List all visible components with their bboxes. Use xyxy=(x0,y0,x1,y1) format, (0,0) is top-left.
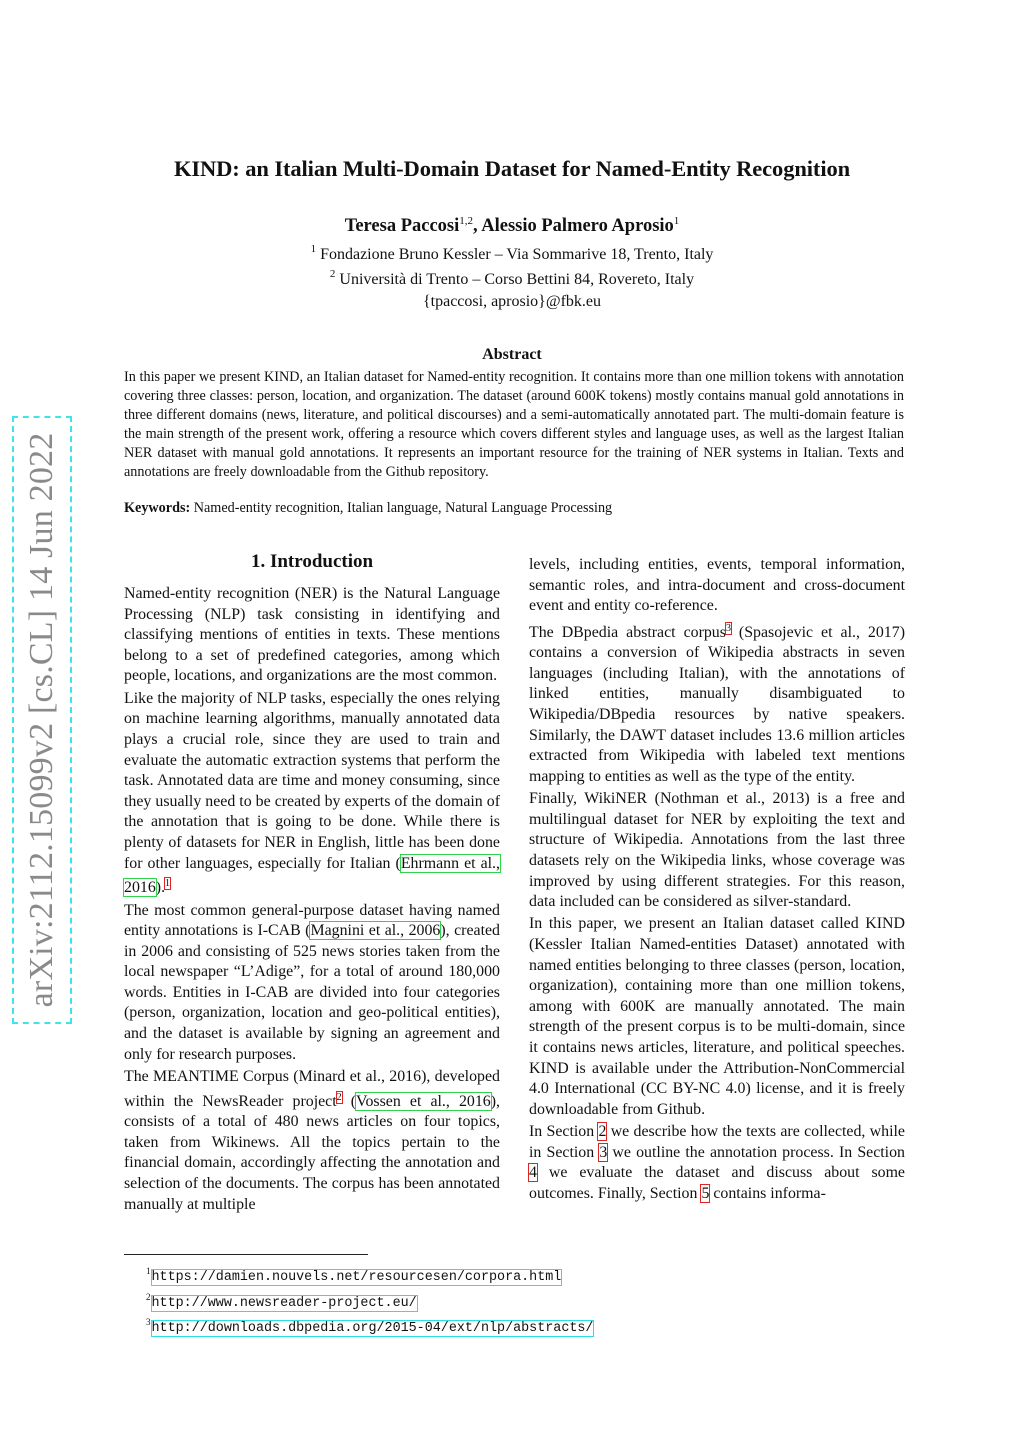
citation-ehrmann-2016[interactable]: Ehrmann et al., 2016 xyxy=(124,854,500,897)
author-emails: {tpaccosi, aprosio}@fbk.eu xyxy=(422,293,602,310)
arxiv-stamp[interactable] xyxy=(14,418,70,1022)
intro-paragraph-3-end: ), created in 2006 and consisting of 525 news stories taken from the local newspaper “L’Adige”, for a total of around 180,000 words. Entities in I-CAB are divided into four categories (person, organization, location and geo-political entities), and the dataset is available by signing an agreement and only for research purposes. xyxy=(124,922,500,1063)
intro-paragraph-4-mid: ( xyxy=(341,1092,357,1110)
paragraph-9-text-c: we outline the annotation process. In Section xyxy=(607,1143,905,1161)
intro-paragraph-3-text: The most common general-purpose dataset having named entity annotations is I-CAB ( xyxy=(124,901,500,940)
footnote-3 xyxy=(146,1313,593,1339)
affiliation-2-text: Università di Trento – Corso Bettini 84, Rovereto, Italy xyxy=(335,271,695,288)
footnote-3-num: 3 xyxy=(146,1317,151,1327)
section-ref-4[interactable]: 4 xyxy=(529,1164,537,1182)
footnote-1 xyxy=(146,1262,593,1288)
paper-title: KIND: an Italian Multi-Domain Dataset for Named-Entity Recognition xyxy=(173,156,851,181)
intro-paragraph-2-end: ). xyxy=(155,879,166,897)
author-1-affil: 1,2 xyxy=(459,215,474,227)
keywords-text: Named-entity recognition, Italian language, Natural Language Processing xyxy=(190,500,613,516)
section-ref-5[interactable]: 5 xyxy=(701,1185,710,1202)
footnote-2-num: 2 xyxy=(146,1291,151,1302)
footnotes xyxy=(146,1262,593,1339)
footnote-ref-3[interactable]: 3 xyxy=(725,622,731,634)
intro-paragraph-7: Finally, WikiNER (Nothman et al., 2013) is a free and multilingual dataset for NER by exploiting the text and structure of Wikipedia. Annotations from the last three datasets rely on the Wikipedia links, whose coverage was improved by using different strategies. For this reason, data included can be considered as silver-standard. xyxy=(529,790,905,911)
affiliation-2-num: 2 xyxy=(329,268,336,280)
author-2-affil: 1 xyxy=(673,215,680,227)
intro-paragraph-2 xyxy=(124,689,500,899)
keywords-label: Keywords: xyxy=(124,500,191,516)
footnote-3-link[interactable]: http://downloads.dbpedia.org/2015-04/ext/nlp/abstracts/ xyxy=(151,1321,594,1336)
author-line xyxy=(0,215,1024,237)
left-column xyxy=(124,584,500,1217)
intro-paragraph-4 xyxy=(124,1067,500,1215)
footnote-1-link[interactable]: https://damien.nouvels.net/resourcesen/corpora.html xyxy=(151,1270,562,1285)
paragraph-9-text-e: contains informa- xyxy=(709,1185,826,1202)
intro-paragraph-6-end: (Spasojevic et al., 2017) contains a conversion of Wikipedia abstracts in seven languages (including Italian), with the annotations of linked entities, manually disambiguated to Wikipedia/DBpedia resources by native speakers. Similarly, the DAWT dataset includes 13.6 million articles extracted from Wikipedia with labeled text mentions mapping to entities as well as the type of the entity. xyxy=(529,623,905,785)
footnote-divider xyxy=(124,1254,368,1255)
author-separator: , xyxy=(473,216,482,236)
paragraph-9-text-d: we evaluate the dataset and discuss about some outcomes. Finally, Section xyxy=(529,1164,905,1202)
intro-paragraph-3 xyxy=(124,901,500,1066)
author-1: Teresa Paccosi xyxy=(344,216,460,236)
intro-paragraph-1: Named-entity recognition (NER) is the Natural Language Processing (NLP) task consisting in identifying and classifying mentions of entities in texts. These mentions belong to a set of predefined categories, among which people, locations, and organizations are the most common. xyxy=(124,585,500,685)
paragraph-9-text-a: In Section xyxy=(529,1123,599,1141)
intro-paragraph-4-text: The MEANTIME Corpus (Minard et al., 2016), developed within the NewsReader project xyxy=(124,1068,500,1110)
section-ref-2[interactable]: 2 xyxy=(598,1123,607,1141)
affiliation-1-num: 1 xyxy=(310,243,317,255)
section-ref-3[interactable]: 3 xyxy=(599,1143,608,1161)
arxiv-stamp-text: arXiv:2112.15099v2 [cs.CL] 14 Jun 2022 xyxy=(23,432,60,1008)
right-column xyxy=(529,555,905,1206)
affiliation-2 xyxy=(0,268,1024,289)
intro-paragraph-6 xyxy=(529,619,905,788)
keywords xyxy=(124,500,904,517)
paragraph-9-text-b: we describe how the texts are collected, while in Section xyxy=(529,1123,905,1161)
citation-vossen-2016[interactable]: Vossen et al., 2016 xyxy=(356,1092,491,1110)
intro-paragraph-8: In this paper, we present an Italian dataset called KIND (Kessler Italian Named-entities Dataset) annotated with named entities belonging to three classes (person, location, organization), containing more than one million tokens, among with 600K are manually annotated. The main strength of the present corpus is to be multi-domain, since it contains news articles, literature, and political speeches. KIND is available under the Attribution-NonCommercial 4.0 International (CC BY-NC 4.0) license, and it is freely downloadable from Github. xyxy=(529,915,905,1118)
intro-paragraph-9 xyxy=(529,1122,905,1204)
citation-magnini-2006[interactable]: Magnini et al., 2006 xyxy=(310,922,441,940)
intro-paragraph-4-end: ), consists of a total of 480 news articles on four topics, taken from Wikinews. All the topics pertain to the financial domain, accordingly affecting the annotation and selection of the documents. The corpus has been annotated manually at multiple xyxy=(124,1092,501,1213)
footnote-2 xyxy=(146,1288,593,1314)
footnote-ref-2[interactable]: 2 xyxy=(336,1091,342,1103)
abstract-text: In this paper we present KIND, an Italian dataset for Named-entity recognition. It contains more than one million tokens with annotation covering three classes: person, location, and organization. The dataset (around 600K tokens) mostly contains manual gold annotations in three different domains (news, literature, and political discourses) and a semi-automatically annotated part. The multi-domain feature is the main strength of the present work, offering a resource which covers different styles and language uses, as well as the largest Italian NER dataset with manual gold annotations. It represents an important resource for the training of NER systems in Italian. Texts and annotations are freely downloadable from the Github repository. xyxy=(124,369,904,480)
abstract-heading: Abstract xyxy=(482,346,542,363)
footnote-2-link[interactable]: http://www.newsreader-project.eu/ xyxy=(151,1295,417,1311)
section-heading-introduction: 1. Introduction xyxy=(250,551,374,572)
intro-paragraph-2-text: Like the majority of NLP tasks, especially the ones relying on machine learning algorithms, manually annotated data plays a crucial role, since they are used to train and evaluate the automatic extraction systems that perform the task. Annotated data are time and money consuming, since they usually need to be created by experts of the domain of the annotation that is going to be done. While there is plenty of datasets for NER in English, little has been done for other languages, especially for Italian ( xyxy=(124,689,500,872)
intro-paragraph-6-text: The DBpedia abstract corpus xyxy=(529,623,726,641)
intro-paragraph-5: levels, including entities, events, temporal information, semantic roles, and intra-document and cross-document event and entity co-reference. xyxy=(529,556,905,615)
author-2: Alessio Palmero Aprosio xyxy=(481,216,674,236)
footnote-1-num: 1 xyxy=(146,1266,151,1276)
affiliation-1-text: Fondazione Bruno Kessler – Via Sommarive 18, Trento, Italy xyxy=(316,246,714,263)
affiliation-1 xyxy=(0,243,1024,264)
footnote-ref-1[interactable]: 1 xyxy=(165,878,171,890)
